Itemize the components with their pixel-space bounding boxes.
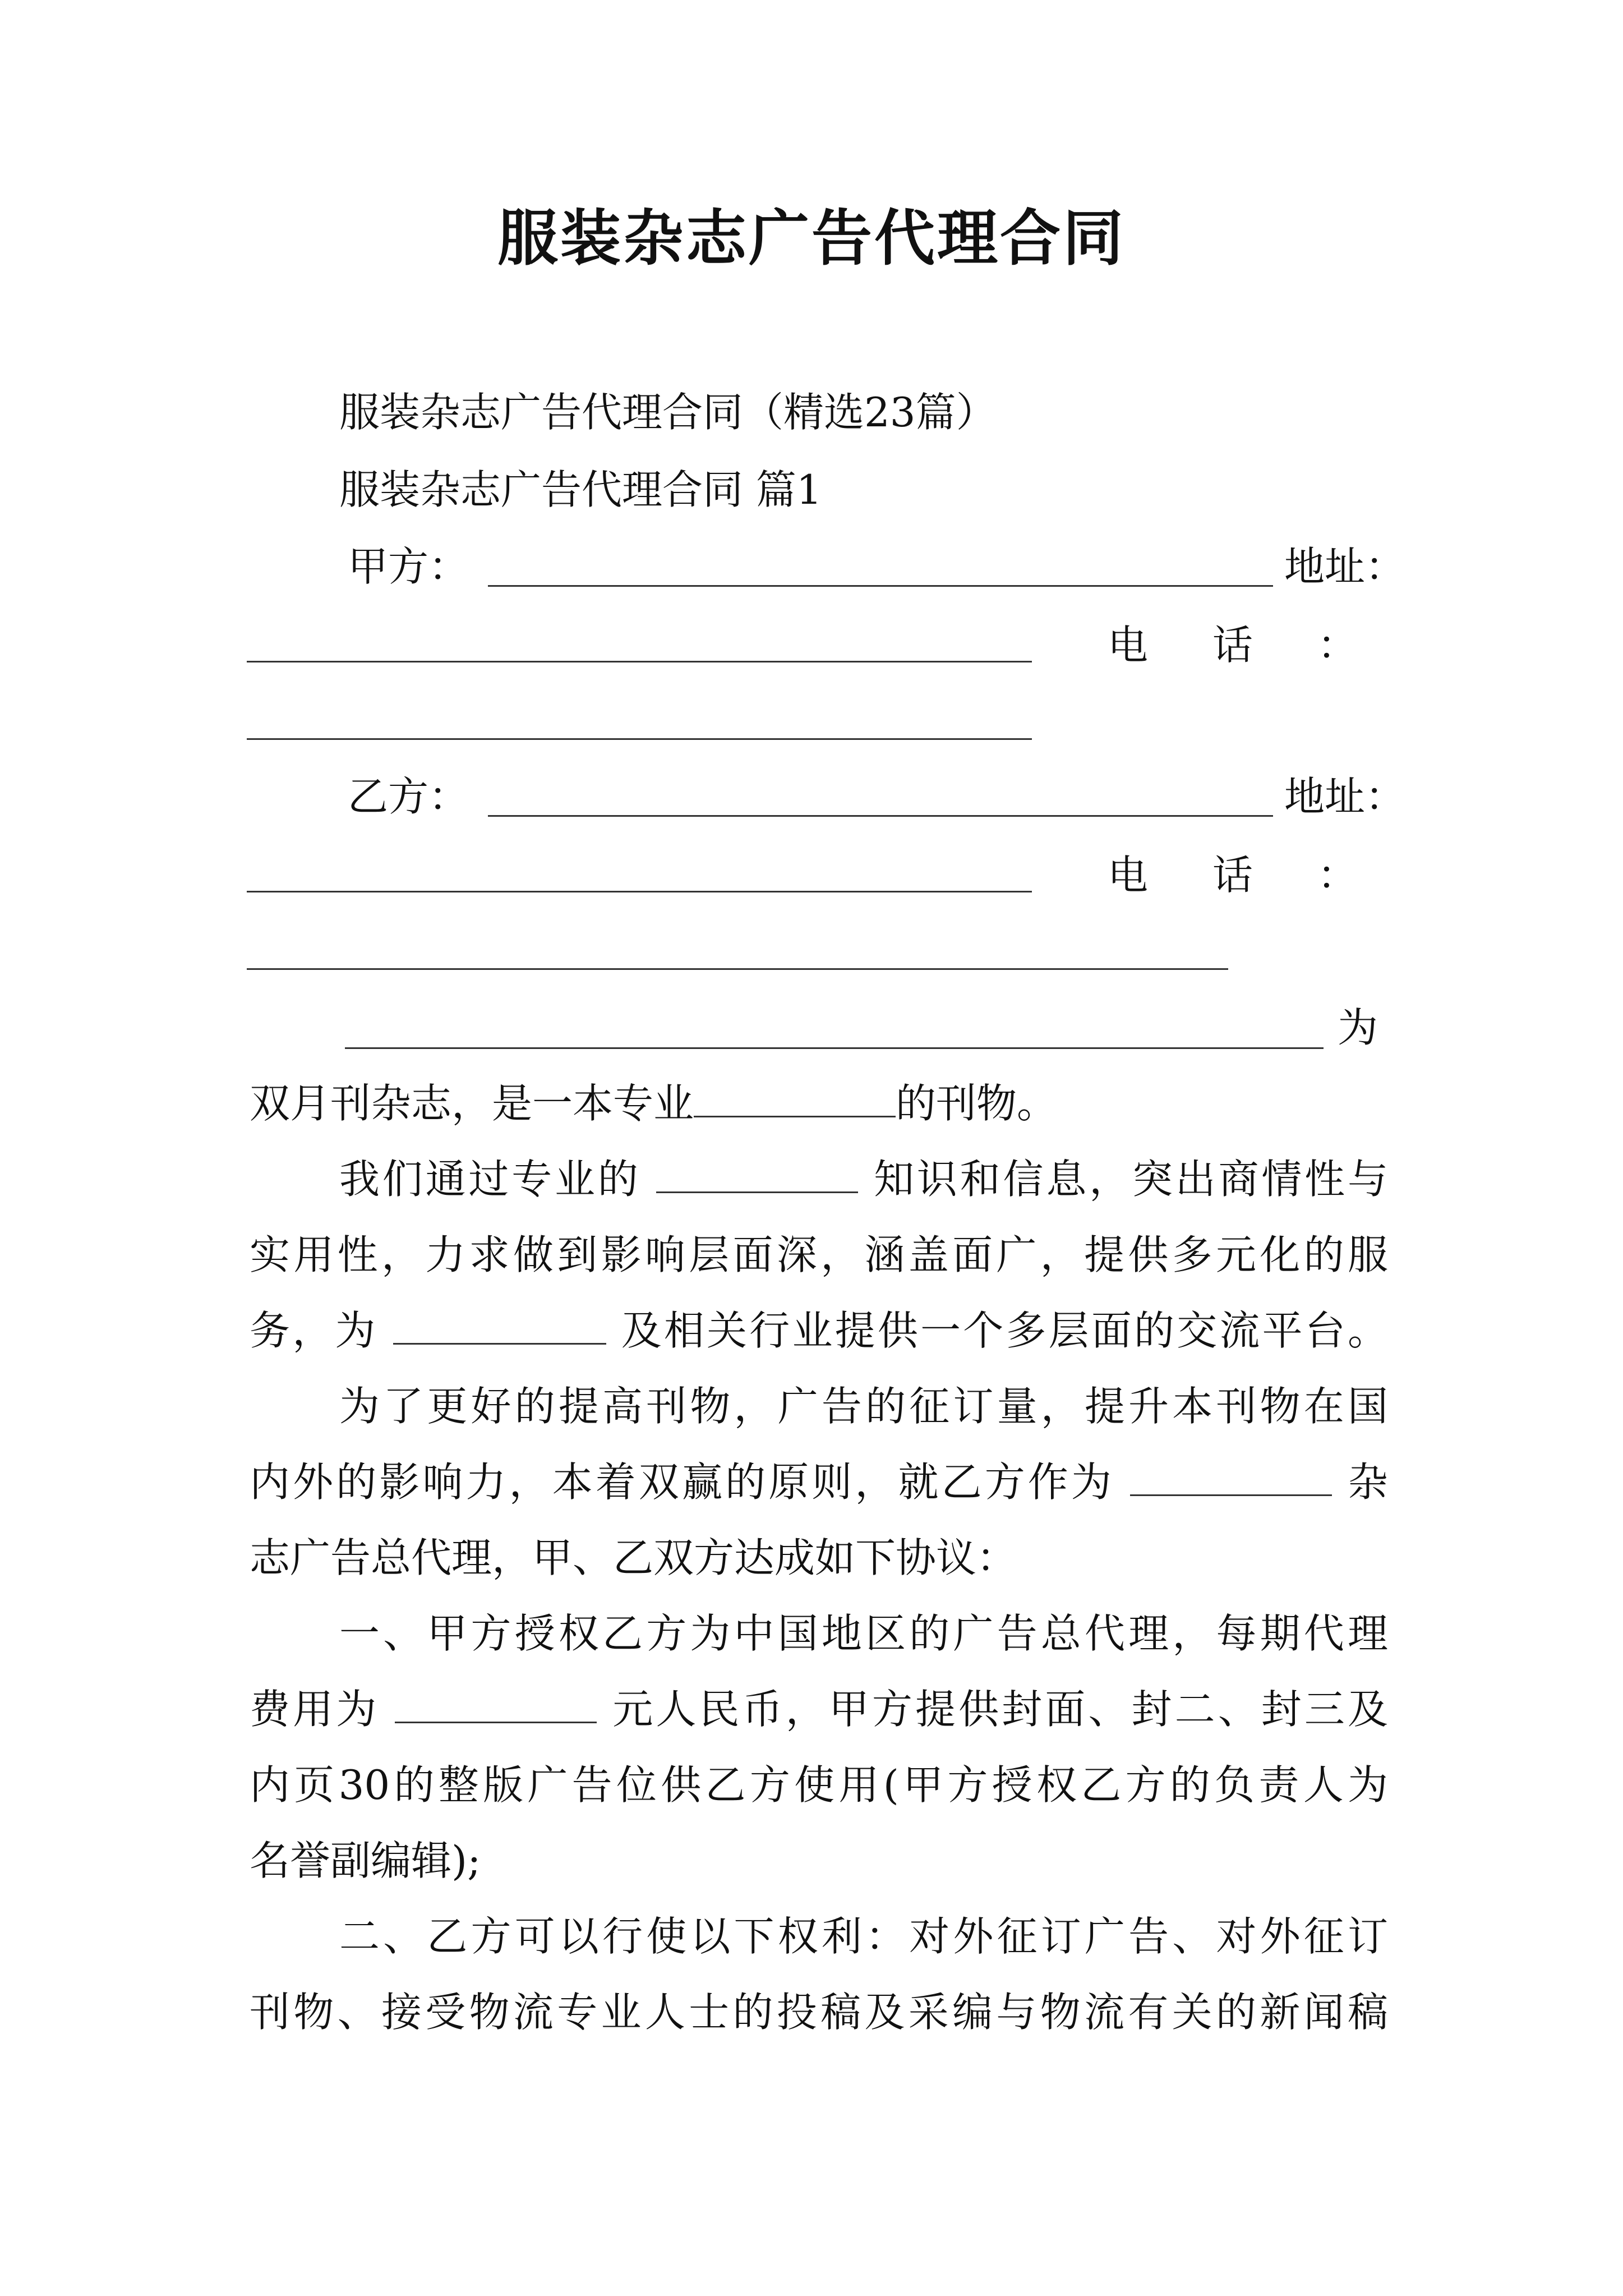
- magazine-name-blank: [345, 1047, 1324, 1049]
- party-a-address-blank: [247, 661, 1032, 662]
- paragraph1-line2: [250, 1075, 1388, 1131]
- text-span: 杂: [1348, 1458, 1389, 1506]
- paragraph4-line3: 内页30的整版广告位供乙方使用(甲方授权乙方的负责人为: [250, 1761, 1388, 1809]
- field-blank: [395, 1688, 597, 1723]
- party-b-address-label: 地址：: [1284, 773, 1406, 820]
- text-span: 元人民币，甲方提供封面、封二、封三及: [612, 1686, 1389, 1733]
- paragraph2-line2: 实用性，力求做到影响层面深，涵盖面广，提供多元化的服: [250, 1231, 1388, 1278]
- party-a-label: 甲方：: [348, 543, 469, 590]
- field-blank: [694, 1082, 896, 1117]
- party-a-phone-label: 电 话 ：: [1108, 622, 1384, 669]
- field-blank: [393, 1309, 606, 1345]
- text-span: 我们通过专业的: [339, 1156, 641, 1203]
- text-span: 的刊物。: [896, 1080, 1058, 1127]
- field-blank: [656, 1158, 858, 1193]
- party-a-name-blank: [488, 585, 1273, 587]
- paragraph5-line1: 二、乙方可以行使以下权利：对外征订广告、对外征订: [339, 1913, 1388, 1960]
- party-b-phone-label: 电 话 ：: [1108, 852, 1384, 899]
- text-span: 双月刊杂志，是一本专业: [250, 1080, 694, 1127]
- paragraph4-line1: 一、甲方授权乙方为中国地区的广告总代理，每期代理: [339, 1610, 1388, 1657]
- paragraph3-line3: 志广告总代理，甲、乙双方达成如下协议：: [250, 1534, 1017, 1581]
- document-title: 服装杂志广告代理合同: [497, 203, 1126, 274]
- party-a-address-label: 地址：: [1284, 543, 1406, 590]
- text-span: 及相关行业提供一个多层面的交流平台。: [621, 1307, 1388, 1354]
- subtitle: 服装杂志广告代理合同（精选23篇）: [339, 389, 997, 436]
- paragraph3-line2: [250, 1454, 1388, 1510]
- paragraph5-line2: 刊物、接受物流专业人士的投稿及采编与物流有关的新闻稿: [250, 1989, 1388, 2036]
- text-span: 知识和信息，突出商情性与: [874, 1156, 1388, 1203]
- text-span: 费用为: [250, 1686, 380, 1733]
- party-b-name-blank: [488, 815, 1273, 817]
- paragraph4-line4: 名誉副编辑);: [250, 1837, 481, 1884]
- paragraph4-line2: [250, 1681, 1388, 1737]
- paragraph3-line1: 为了更好的提高刊物，广告的征订量，提升本刊物在国: [339, 1383, 1388, 1430]
- party-b-phone-blank: [247, 968, 1228, 970]
- paragraph2-line3: [250, 1303, 1388, 1359]
- section-heading: 服装杂志广告代理合同 篇1: [339, 466, 822, 513]
- paragraph2-line1: [339, 1151, 1388, 1207]
- party-b-label: 乙方：: [348, 773, 469, 820]
- text-span: 务，为: [250, 1307, 378, 1354]
- paragraph1-line1-end: 为: [1338, 1004, 1378, 1051]
- field-blank: [1130, 1461, 1332, 1496]
- text-span: 内外的影响力，本着双赢的原则，就乙方作为: [250, 1458, 1114, 1506]
- party-a-phone-blank: [247, 738, 1032, 740]
- party-b-address-blank: [247, 891, 1032, 892]
